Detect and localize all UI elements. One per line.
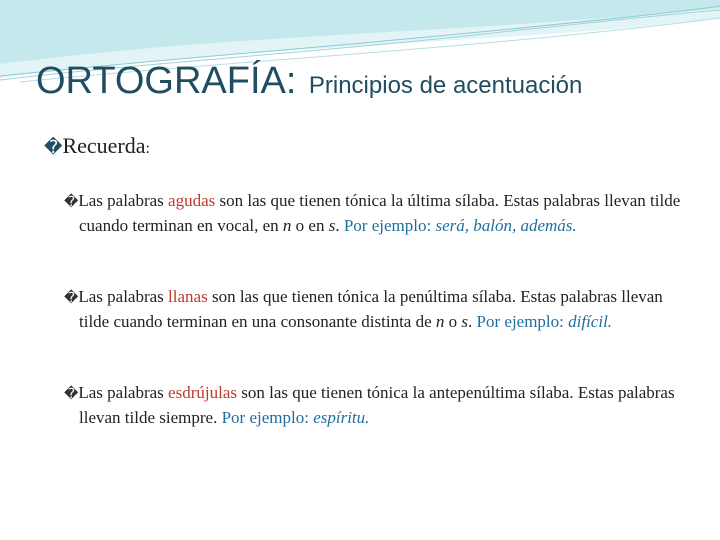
letter-n: n xyxy=(435,312,445,331)
item-text: son las que tienen tónica la última sílaba. Estas palabras llevan tilde cuando terminan en vocal, en xyxy=(79,191,681,235)
bullet-item-llanas xyxy=(64,285,684,334)
example-label: Por ejemplo: xyxy=(343,216,436,235)
term-esdrujulas: esdrújulas xyxy=(168,383,237,402)
term-agudas: agudas xyxy=(168,191,216,210)
title-subtitle: Principios de acentuación xyxy=(308,72,583,99)
item-prefix: Las palabras xyxy=(78,383,169,402)
slide-title xyxy=(36,60,582,103)
example-words: difícil. xyxy=(568,312,613,331)
example-words: espíritu. xyxy=(313,408,370,427)
item-text: son las que tienen tónica la penúltima sílaba. Estas palabras llevan tilde cuando terminan en una consonante distinta de xyxy=(79,287,663,331)
title-main: ORTOGRAFÍA: xyxy=(36,60,297,102)
item-tail: . xyxy=(335,216,344,235)
example-label: Por ejemplo: xyxy=(221,408,314,427)
item-mid: o en xyxy=(291,216,329,235)
item-mid: o xyxy=(444,312,462,331)
letter-s: s xyxy=(328,216,336,235)
letter-n: n xyxy=(282,216,292,235)
heading-colon: : xyxy=(145,140,150,157)
bullet-icon: � xyxy=(64,386,79,402)
item-prefix: Las palabras xyxy=(78,191,169,210)
bullet-item-esdrujulas xyxy=(64,381,684,430)
term-llanas: llanas xyxy=(168,287,208,306)
bullet-icon: � xyxy=(64,290,79,306)
heading-bullet-icon: � xyxy=(44,137,63,158)
heading-text: Recuerda xyxy=(62,133,146,158)
item-tail: . xyxy=(468,312,477,331)
item-text: son las que tienen tónica la antepenúltima sílaba. Estas palabras llevan tilde siempre. xyxy=(79,383,675,427)
bullet-item-agudas xyxy=(64,189,684,238)
recuerda-heading xyxy=(44,133,150,159)
bullet-icon: � xyxy=(64,194,79,210)
item-prefix: Las palabras xyxy=(78,287,169,306)
example-label: Por ejemplo: xyxy=(476,312,569,331)
letter-s: s xyxy=(461,312,469,331)
example-words: será, balón, además. xyxy=(435,216,577,235)
